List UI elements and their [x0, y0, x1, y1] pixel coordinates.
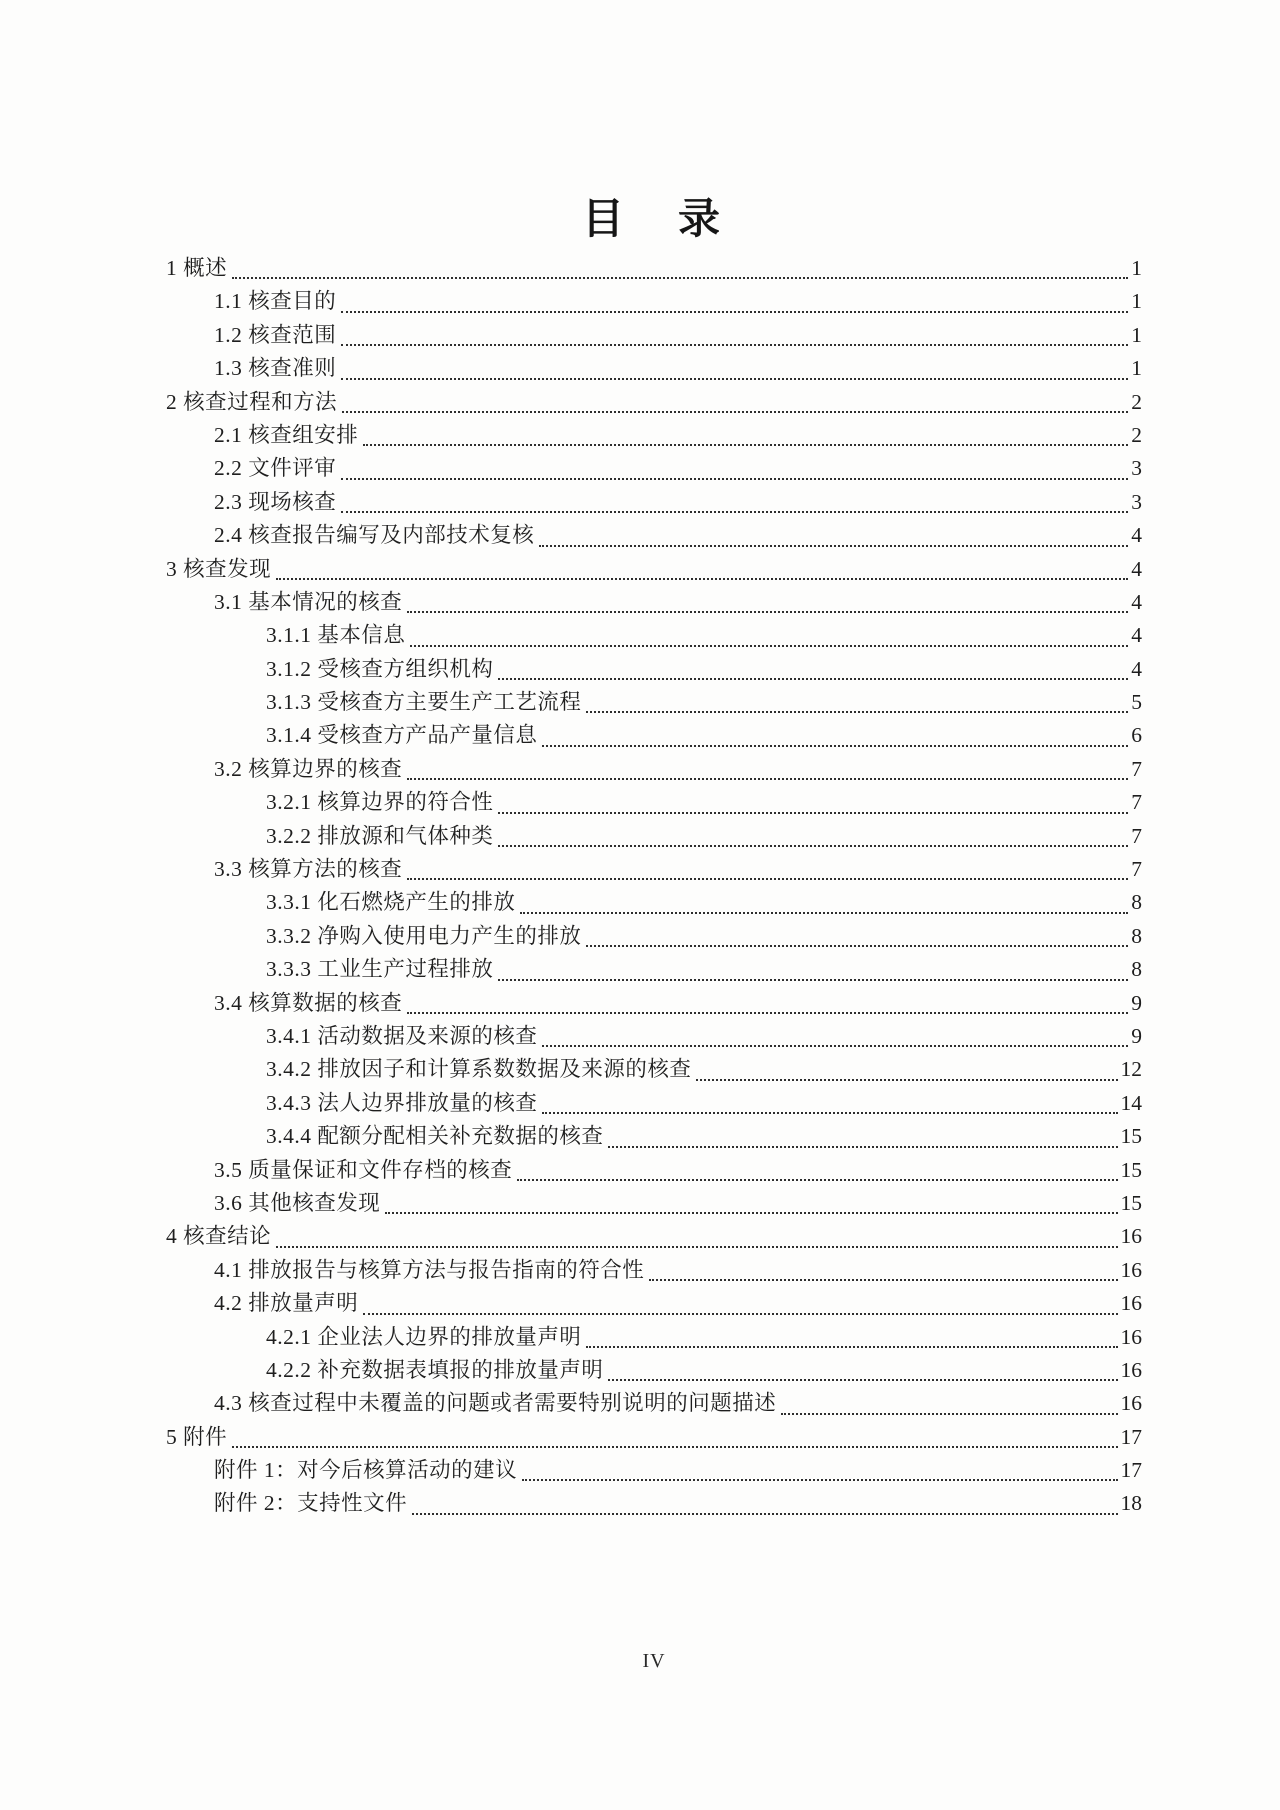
toc-entry [166, 452, 1142, 485]
toc-entry [166, 920, 1142, 953]
toc-entry [166, 1354, 1142, 1387]
leader-dots-divider [586, 1346, 1117, 1348]
toc-entry-label: 附件 1：对今后核算活动的建议 [214, 1458, 518, 1483]
toc-list [166, 252, 1142, 1521]
leader-dots-divider [649, 1279, 1117, 1281]
toc-entry [166, 987, 1142, 1020]
toc-entry-label: 4.2 排放量声明 [214, 1291, 359, 1316]
toc-entry [166, 1287, 1142, 1320]
leader-dots-divider [276, 578, 1128, 580]
leader-dots-divider [586, 711, 1128, 713]
toc-entry [166, 820, 1142, 853]
toc-entry-page-number: 12 [1120, 1057, 1142, 1082]
leader-dots-divider [363, 1313, 1117, 1315]
toc-entry-page-number: 8 [1131, 957, 1142, 982]
toc-entry-page-number: 3 [1131, 489, 1142, 514]
leader-dots-divider [520, 912, 1128, 914]
toc-entry-page-number: 17 [1120, 1458, 1142, 1483]
toc-entry-page-number: 1 [1131, 322, 1142, 347]
toc-entry-label: 3.3.1 化石燃烧产生的排放 [266, 890, 516, 915]
leader-dots-divider [542, 1045, 1128, 1047]
leader-dots-divider [341, 311, 1128, 313]
toc-entry [166, 1487, 1142, 1520]
toc-entry [166, 953, 1142, 986]
toc-title: 目 录 [581, 197, 726, 243]
toc-entry-label: 4.2.1 企业法人边界的排放量声明 [266, 1324, 582, 1349]
toc-entry-page-number: 8 [1131, 923, 1142, 948]
toc-entry [166, 285, 1142, 318]
leader-dots-divider [517, 1179, 1117, 1181]
leader-dots-divider [407, 878, 1128, 880]
toc-entry-label: 5 附件 [166, 1424, 228, 1449]
leader-dots-divider [498, 812, 1128, 814]
toc-entry-page-number: 16 [1120, 1391, 1142, 1416]
page-footer [166, 1650, 1142, 1673]
toc-entry-page-number: 7 [1131, 756, 1142, 781]
toc-entry [166, 653, 1142, 686]
toc-entry [166, 1387, 1142, 1420]
toc-entry-page-number: 15 [1120, 1124, 1142, 1149]
leader-dots-divider [407, 778, 1128, 780]
leader-dots-divider [232, 1446, 1117, 1448]
leader-dots-divider [498, 678, 1128, 680]
leader-dots-divider [341, 344, 1128, 346]
toc-entry [166, 753, 1142, 786]
leader-dots-divider [539, 545, 1128, 547]
toc-entry [166, 1421, 1142, 1454]
toc-entry-label: 3.3 核算方法的核查 [214, 857, 403, 882]
toc-entry-page-number: 15 [1120, 1157, 1142, 1182]
toc-entry-page-number: 15 [1120, 1190, 1142, 1215]
leader-dots-divider [342, 411, 1128, 413]
toc-entry-page-number: 7 [1131, 823, 1142, 848]
toc-entry [166, 386, 1142, 419]
toc-entry-page-number: 16 [1120, 1291, 1142, 1316]
leader-dots-divider [276, 1246, 1117, 1248]
toc-entry [166, 1454, 1142, 1487]
leader-dots-divider [586, 945, 1128, 947]
toc-entry [166, 786, 1142, 819]
toc-entry-page-number: 1 [1131, 256, 1142, 280]
leader-dots-divider [341, 511, 1128, 513]
toc-entry-page-number: 7 [1131, 790, 1142, 815]
toc-entry-label: 3.2.1 核算边界的符合性 [266, 790, 494, 815]
leader-dots-divider [341, 478, 1128, 480]
toc-entry-page-number: 6 [1131, 723, 1142, 748]
leader-dots-divider [498, 979, 1128, 981]
toc-entry-label: 4.3 核查过程中未覆盖的问题或者需要特别说明的问题描述 [214, 1391, 777, 1416]
toc-entry-label: 2.1 核查组安排 [214, 422, 359, 447]
toc-entry-page-number: 16 [1120, 1257, 1142, 1282]
toc-entry-label: 1.3 核查准则 [214, 356, 337, 381]
toc-entry-page-number: 9 [1131, 990, 1142, 1015]
toc-entry-label: 3.4.2 排放因子和计算系数数据及来源的核查 [266, 1057, 692, 1082]
toc-entry-label: 1.2 核查范围 [214, 322, 337, 347]
leader-dots-divider [781, 1413, 1117, 1415]
leader-dots-divider [608, 1146, 1117, 1148]
footer-page-number: IV [642, 1650, 666, 1672]
toc-entry-label: 3.1 基本情况的核查 [214, 589, 403, 614]
toc-entry-label: 1 概述 [166, 256, 228, 280]
toc-entry-label: 3.4.4 配额分配相关补充数据的核查 [266, 1124, 604, 1149]
toc-entry-label: 3.2.2 排放源和气体种类 [266, 823, 494, 848]
leader-dots-divider [522, 1479, 1117, 1481]
toc-entry [166, 1020, 1142, 1053]
toc-entry-page-number: 16 [1120, 1357, 1142, 1382]
toc-entry-label: 3.3.2 净购入使用电力产生的排放 [266, 923, 582, 948]
toc-entry-page-number: 9 [1131, 1023, 1142, 1048]
toc-entry-page-number: 4 [1131, 589, 1142, 614]
leader-dots-divider [412, 1513, 1117, 1515]
toc-entry [166, 486, 1142, 519]
toc-entry [166, 1220, 1142, 1253]
toc-entry-page-number: 3 [1131, 456, 1142, 481]
toc-entry [166, 1321, 1142, 1354]
toc-entry-page-number: 2 [1131, 389, 1142, 414]
toc-entry [166, 553, 1142, 586]
toc-entry [166, 619, 1142, 652]
toc-entry-page-number: 18 [1120, 1491, 1142, 1516]
toc-entry-label: 4 核查结论 [166, 1224, 272, 1249]
leader-dots-divider [341, 378, 1128, 380]
toc-entry [166, 1154, 1142, 1187]
toc-entry-label: 3.2 核算边界的核查 [214, 756, 403, 781]
toc-entry-page-number: 7 [1131, 857, 1142, 882]
toc-entry-page-number: 4 [1131, 523, 1142, 548]
toc-entry [166, 1053, 1142, 1086]
toc-entry [166, 1087, 1142, 1120]
toc-entry-page-number: 4 [1131, 656, 1142, 681]
toc-entry-label: 3.4 核算数据的核查 [214, 990, 403, 1015]
toc-entry-label: 附件 2：支持性文件 [214, 1491, 408, 1516]
toc-entry [166, 419, 1142, 452]
toc-entry-page-number: 16 [1120, 1224, 1142, 1249]
toc-entry-label: 2.4 核查报告编写及内部技术复核 [214, 523, 535, 548]
leader-dots-divider [542, 1112, 1117, 1114]
leader-dots-divider [498, 845, 1128, 847]
toc-entry-label: 3.5 质量保证和文件存档的核查 [214, 1157, 513, 1182]
toc-entry-label: 3.1.4 受核查方产品产量信息 [266, 723, 538, 748]
toc-entry [166, 686, 1142, 719]
toc-entry [166, 319, 1142, 352]
toc-entry-page-number: 4 [1131, 556, 1142, 581]
toc-entry-page-number: 8 [1131, 890, 1142, 915]
toc-entry-page-number: 17 [1120, 1424, 1142, 1449]
toc-entry [166, 853, 1142, 886]
leader-dots-divider [410, 645, 1128, 647]
toc-entry-label: 4.1 排放报告与核算方法与报告指南的符合性 [214, 1257, 645, 1282]
toc-entry-label: 3.1.2 受核查方组织机构 [266, 656, 494, 681]
toc-entry-page-number: 1 [1131, 289, 1142, 314]
toc-entry-label: 3 核查发现 [166, 556, 272, 581]
toc-entry [166, 519, 1142, 552]
leader-dots-divider [232, 277, 1128, 279]
toc-entry-label: 3.4.3 法人边界排放量的核查 [266, 1090, 538, 1115]
leader-dots-divider [363, 444, 1128, 446]
toc-entry-label: 3.1.1 基本信息 [266, 623, 406, 648]
toc-entry-page-number: 14 [1120, 1090, 1142, 1115]
toc-entry-label: 3.4.1 活动数据及来源的核查 [266, 1023, 538, 1048]
toc-entry-label: 3.6 其他核查发现 [214, 1190, 381, 1215]
toc-entry [166, 586, 1142, 619]
toc-entry [166, 352, 1142, 385]
toc-entry-label: 3.3.3 工业生产过程排放 [266, 957, 494, 982]
leader-dots-divider [608, 1379, 1117, 1381]
toc-entry-page-number: 4 [1131, 623, 1142, 648]
toc-entry-label: 2.3 现场核查 [214, 489, 337, 514]
toc-entry-label: 4.2.2 补充数据表填报的排放量声明 [266, 1357, 604, 1382]
leader-dots-divider [385, 1212, 1117, 1214]
toc-entry [166, 719, 1142, 752]
toc-entry-page-number: 2 [1131, 422, 1142, 447]
toc-entry-page-number: 5 [1131, 690, 1142, 715]
toc-entry [166, 1120, 1142, 1153]
leader-dots-divider [407, 1012, 1128, 1014]
leader-dots-divider [696, 1079, 1117, 1081]
toc-entry-label: 2 核查过程和方法 [166, 389, 338, 414]
leader-dots-divider [542, 745, 1128, 747]
toc-entry-label: 1.1 核查目的 [214, 289, 337, 314]
toc-entry [166, 886, 1142, 919]
toc-entry-page-number: 16 [1120, 1324, 1142, 1349]
leader-dots-divider [407, 611, 1128, 613]
toc-entry [166, 252, 1142, 285]
toc-entry [166, 1254, 1142, 1287]
toc-entry [166, 1187, 1142, 1220]
toc-entry-label: 2.2 文件评审 [214, 456, 337, 481]
toc-entry-label: 3.1.3 受核查方主要生产工艺流程 [266, 690, 582, 715]
toc-entry-page-number: 1 [1131, 356, 1142, 381]
